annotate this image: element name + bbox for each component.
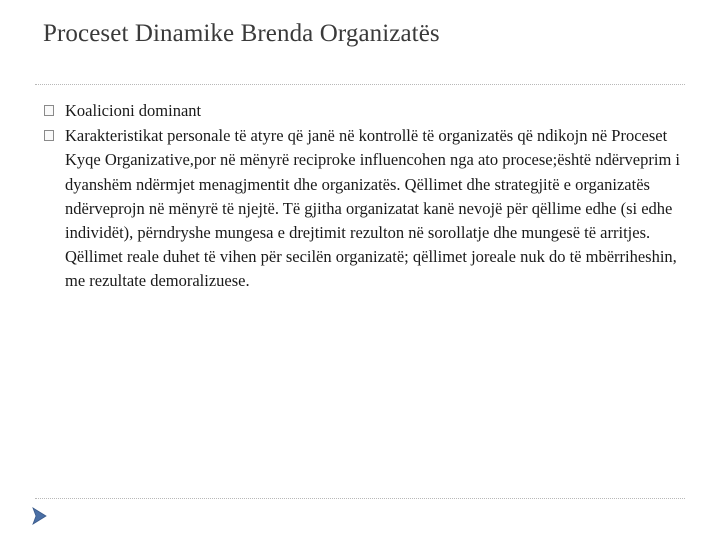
nav-arrow-icon[interactable] xyxy=(32,507,48,530)
footer-divider xyxy=(35,498,685,499)
bullet-text: Koalicioni dominant xyxy=(65,101,202,120)
bullet-item xyxy=(44,99,684,123)
title-divider xyxy=(35,84,685,85)
bullet-item xyxy=(44,124,684,293)
bullet-text: Karakteristikat personale të atyre që janë në kontrollë të organizatës që ndikojn në Proceset Kyqe Organizative,por në mënyrë reciproke influencohen nga ato procese;është ndërveprim i dyanshëm ndërmjet menagjmentit dhe organizatës. Qëllimet dhe strategjitë e organizatës ndërveprojn në mënyrë të njejtë. Të gjitha organizatat kanë nevojë për qëllime edhe (si edhe individët), përndryshe mungesa e drejtimit rezulton në sorollatje dhe mungesë të arritjes. Qëllimet reale duhet të vihen për secilën organizatë; qëllimet joreale nuk do të mbërriheshin, me rezultate demoralizuese. xyxy=(65,126,680,291)
bullet-list xyxy=(44,99,684,295)
slide-title: Proceset Dinamike Brenda Organizatës xyxy=(43,20,440,47)
square-bullet-icon xyxy=(44,105,54,116)
square-bullet-icon xyxy=(44,130,54,141)
